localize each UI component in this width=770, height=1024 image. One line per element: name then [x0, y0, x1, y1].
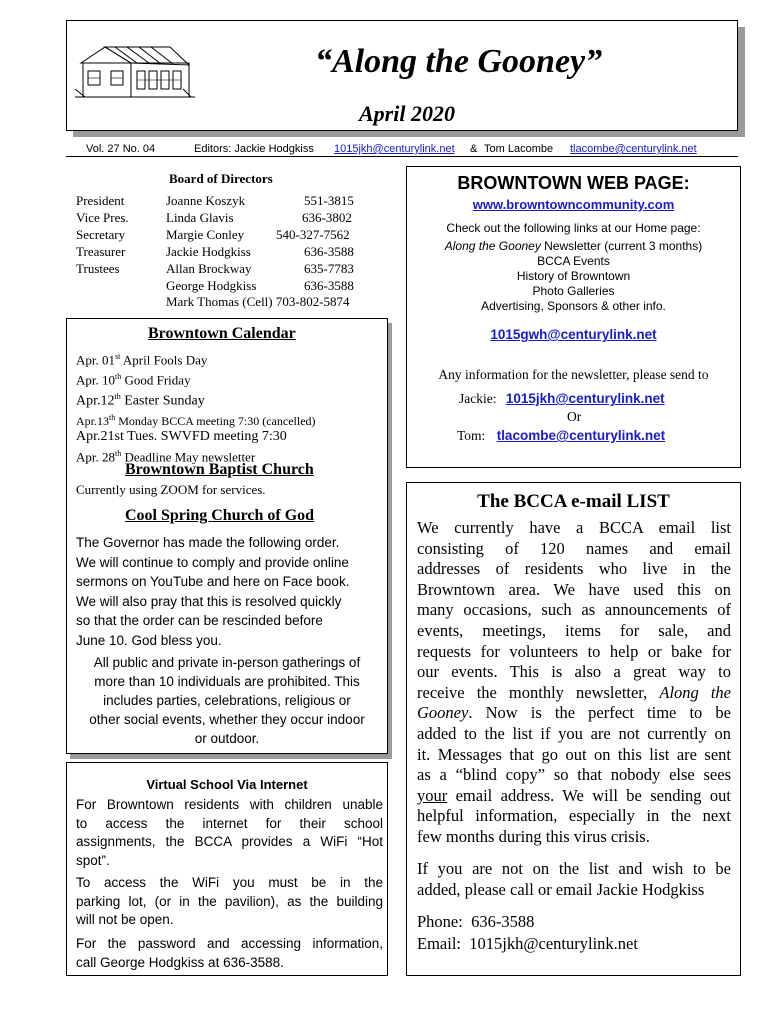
calendar-list	[76, 349, 316, 466]
board-last-row: Mark Thomas (Cell) 703-802-5874	[166, 294, 350, 309]
jackie-email-link[interactable]: 1015jkh@centurylink.net	[505, 391, 665, 406]
web-link-item[interactable]: BCCA Events	[537, 254, 610, 268]
web-links-list	[407, 239, 740, 314]
calendar-item: Apr. 01st April Fools Day	[76, 352, 208, 368]
virtual-school-p2: To access the WiFi you must be in the parking lot, (or in the pavilion), as the building will not be open.	[76, 875, 383, 927]
board-phone: 636-3802	[302, 210, 352, 225]
calendar-item: Apr.13th Monday BCCA meeting 7:30 (cancelled)	[76, 412, 316, 428]
email-list-body: We currently have a BCCA email list consisting of 120 names and email addresses of residents who live in the Browntown area. We have used this on many occasions, such as announcements of events, meetings, items for sale, and requests for volunteers to help or bake for our events. This is also a great way to receive the monthly newsletter, Along the Gooney. Now is the perfect time to be added to the list if you are not currently on it. Messages that go out on this list are sent as a “blind copy” so that nobody else sees your email address. We will be sending out helpful information, especially in the next few months during this virus crisis.	[417, 518, 732, 846]
any-info-text: Any information for the newsletter, please send to	[438, 367, 709, 382]
board-phone: 635-7783	[304, 261, 354, 276]
web-link-item[interactable]: Along the Gooney Newsletter (current 3 months)	[444, 239, 703, 253]
board-name: Linda Glavis	[166, 210, 234, 225]
newsletter-title: “Along the Gooney”	[315, 43, 603, 80]
board-row: Vice Pres.	[76, 210, 129, 225]
virtual-school-p1: For Browntown residents with children unable to access the internet for their school assignments, the BCCA provides a WiFi “Hot spot”.	[76, 797, 383, 868]
board-name: Allan Brockway	[166, 261, 252, 276]
board-name: Joanne Koszyk	[166, 193, 246, 208]
board-row: Treasurer	[76, 244, 126, 259]
calendar-title: Browntown Calendar	[148, 325, 296, 342]
board-title: Board of Directors	[169, 171, 273, 186]
amp-separator: &	[470, 143, 478, 155]
board-row: Secretary	[76, 227, 126, 242]
web-link-item[interactable]: History of Browntown	[516, 269, 631, 283]
email-list-box	[406, 482, 741, 976]
or-text: Or	[567, 409, 582, 424]
virtual-school-box	[66, 762, 388, 976]
email-list-title: The BCCA e-mail LIST	[477, 491, 670, 512]
editor2-name: Tom Lacombe	[484, 143, 554, 155]
board-name: George Hodgkiss	[166, 278, 257, 293]
editors-label: Editors: Jackie Hodgkiss	[194, 143, 314, 155]
website-link[interactable]: www.browntowncommunity.com	[472, 197, 675, 212]
cool-spring-text: The Governor has made the following order. We will continue to comply and provide online sermons on YouTube and here on Face book. We will also pray that this is resolved quickly so that the order can be rescinded before June 10. God bless you.	[76, 535, 350, 648]
board-phone: 551-3815	[304, 193, 354, 208]
contact-email[interactable]: Email: 1015jkh@centurylink.net	[417, 934, 638, 953]
calendar-item: Apr.12th Easter Sunday	[76, 391, 205, 409]
header-box	[66, 20, 738, 131]
gathering-notice: All public and private in-person gatherings of more than 10 individuals are prohibited. This includes parties, celebrations, religious or other social events, whether they occur indoor or outdoor.	[89, 655, 365, 746]
schoolhouse-icon	[75, 41, 195, 103]
board-name: Margie Conley	[166, 227, 245, 242]
editor2-email-link[interactable]: tlacombe@centurylink.net	[570, 143, 697, 155]
baptist-title: Browntown Baptist Church	[125, 461, 314, 478]
board-name: Jackie Hodgkiss	[166, 244, 251, 259]
web-page-box	[406, 166, 741, 468]
board-phone: 636-3588	[304, 244, 354, 259]
tom-email-link[interactable]: tlacombe@centurylink.net	[496, 428, 666, 443]
virtual-school-title: Virtual School Via Internet	[146, 777, 308, 792]
issue-date: April 2020	[359, 101, 455, 126]
web-link-item[interactable]: Photo Galleries	[532, 284, 615, 298]
board-of-directors	[66, 165, 386, 313]
calendar-item: Apr.21st Tues. SWVFD meeting 7:30	[76, 429, 287, 445]
editor1-email-link[interactable]: 1015jkh@centurylink.net	[334, 143, 455, 155]
web-intro: Check out the following links at our Home page:	[446, 221, 701, 235]
board-row: President	[76, 193, 125, 208]
virtual-school-p3: For the password and accessing information, call George Hodgkiss at 636-3588.	[76, 936, 383, 970]
tom-contact: Tom: tlacombe@centurylink.net	[457, 428, 666, 443]
calendar-item: Apr. 10th Good Friday	[76, 371, 191, 388]
info-bar-rule	[66, 156, 738, 157]
jackie-contact: Jackie: 1015jkh@centurylink.net	[459, 391, 665, 406]
email-list-signup: If you are not on the list and wish to be added, please call or email Jackie Hodgkiss	[417, 859, 731, 899]
calendar-box	[66, 318, 388, 754]
contact-phone: Phone: 636-3588	[417, 912, 535, 931]
board-phone: 540-327-7562	[276, 227, 350, 242]
web-email-link[interactable]: 1015gwh@centurylink.net	[490, 327, 657, 342]
web-link-item[interactable]: Advertising, Sponsors & other info.	[481, 299, 666, 313]
board-row: Trustees	[76, 261, 120, 276]
cool-spring-title: Cool Spring Church of God	[125, 507, 315, 524]
baptist-text: Currently using ZOOM for services.	[76, 482, 266, 497]
volume-number: Vol. 27 No. 04	[86, 143, 156, 155]
calendar-item: Apr. 28th Deadline May newsletter	[76, 448, 256, 465]
web-page-title: BROWNTOWN WEB PAGE:	[457, 173, 690, 193]
board-phone: 636-3588	[304, 278, 354, 293]
